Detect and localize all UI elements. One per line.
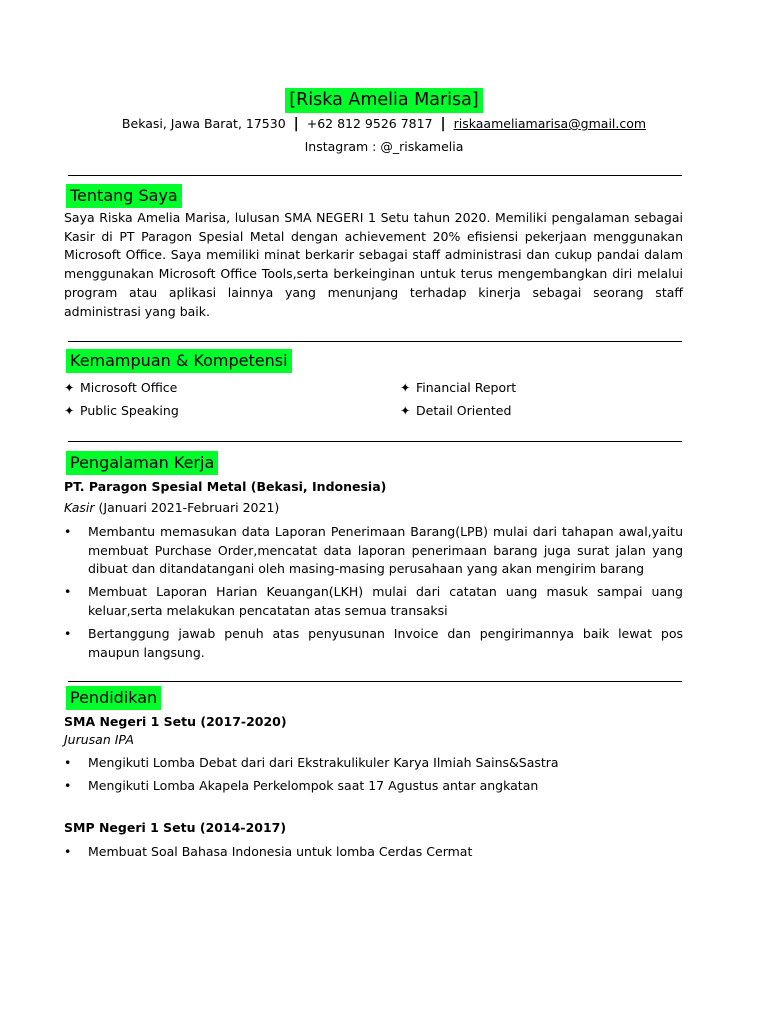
bullet-icon: •: [64, 524, 72, 539]
skill-item: ✦ Financial Report: [400, 380, 517, 395]
divider: [68, 175, 682, 176]
section-title-experience: Pengalaman Kerja: [66, 451, 218, 475]
contact-line: [0, 116, 768, 132]
bullet-icon: •: [64, 626, 72, 641]
star-icon: ✦: [64, 403, 75, 418]
star-icon: ✦: [64, 380, 75, 395]
section-about-title-container: [66, 184, 182, 208]
bullet-icon: •: [64, 584, 72, 599]
job-period: (Januari 2021-Februari 2021): [94, 500, 280, 515]
separator: |: [293, 116, 299, 132]
list-item: • Mengikuti Lomba Debat dari dari Ekstrakulikuler Karya Ilmiah Sains&Sastra: [64, 754, 683, 773]
school-major: Jurusan IPA: [64, 732, 134, 747]
divider: [68, 341, 682, 342]
company-name: PT. Paragon Spesial Metal (Bekasi, Indonesia): [64, 479, 387, 494]
separator: |: [440, 116, 446, 132]
school-name: SMA Negeri 1 Setu (2017-2020): [64, 714, 287, 729]
instagram-handle: Instagram : @_riskamelia: [304, 139, 464, 154]
list-item: • Membuat Laporan Harian Keuangan(LKH) mulai dari catatan uang masuk sampai uang keluar,serta melakukan pencatatan atas semua transaksi: [64, 584, 683, 618]
resume-name-container: [0, 88, 768, 113]
about-paragraph: Saya Riska Amelia Marisa, lulusan SMA NEGERI 1 Setu tahun 2020. Memiliki pengalaman sebagai Kasir di PT Paragon Spesial Metal dengan achievement 20% efisiensi pekerjaan menggunakan Microsoft Office. Saya memiliki minat berkarir sebagai staff administrasi dan cukup pandai dalam menggunakan Microsoft Office Tools,serta berkeinginan untuk terus mengembangkan diri melalui program atau aplikasi lainnya yang menunjang terhadap kinerja sebagai seorang staff administrasi yang baik.: [64, 210, 683, 319]
list-item: • Membuat Soal Bahasa Indonesia untuk lomba Cerdas Cermat: [64, 843, 683, 862]
section-title-skills: Kemampuan & Kompetensi: [66, 349, 292, 373]
star-icon: ✦: [400, 380, 411, 395]
skill-item: ✦ Public Speaking: [64, 403, 179, 418]
bullet-icon: •: [64, 844, 72, 859]
job-role: Kasir: [64, 500, 95, 515]
divider: [68, 681, 682, 682]
school-name: SMP Negeri 1 Setu (2014-2017): [64, 820, 287, 835]
list-item: • Bertanggung jawab penuh atas penyusunan Invoice dan pengirimannya baik lewat pos maupun langsung.: [64, 626, 683, 660]
skill-item: ✦ Detail Oriented: [400, 403, 512, 418]
bullet-icon: •: [64, 778, 72, 793]
divider: [68, 441, 682, 442]
section-experience-title-container: [66, 451, 218, 475]
section-skills-title-container: [66, 349, 292, 373]
section-education-title-container: [66, 686, 161, 710]
phone: +62 812 9526 7817: [306, 116, 433, 131]
bullet-icon: •: [64, 755, 72, 770]
skill-item: ✦ Microsoft Office: [64, 380, 178, 395]
list-item: • Membantu memasukan data Laporan Penerimaan Barang(LPB) mulai dari tahapan awal,yaitu membuat Purchase Order,mencatat data laporan penerimaan barang juga surat jalan yang dibuat dan ditandatangani oleh masing-masing perusahaan yang akan mengirim barang: [64, 524, 683, 577]
job-role-line: [64, 500, 279, 515]
resume-name: [Riska Amelia Marisa]: [285, 88, 482, 113]
section-title-education: Pendidikan: [66, 686, 161, 710]
list-item: • Mengikuti Lomba Akapela Perkelompok saat 17 Agustus antar angkatan: [64, 777, 683, 796]
star-icon: ✦: [400, 403, 411, 418]
address: Bekasi, Jawa Barat, 17530: [121, 116, 286, 131]
email-link[interactable]: riskaameliamarisa@gmail.com: [453, 116, 647, 131]
section-title-about: Tentang Saya: [66, 184, 182, 208]
